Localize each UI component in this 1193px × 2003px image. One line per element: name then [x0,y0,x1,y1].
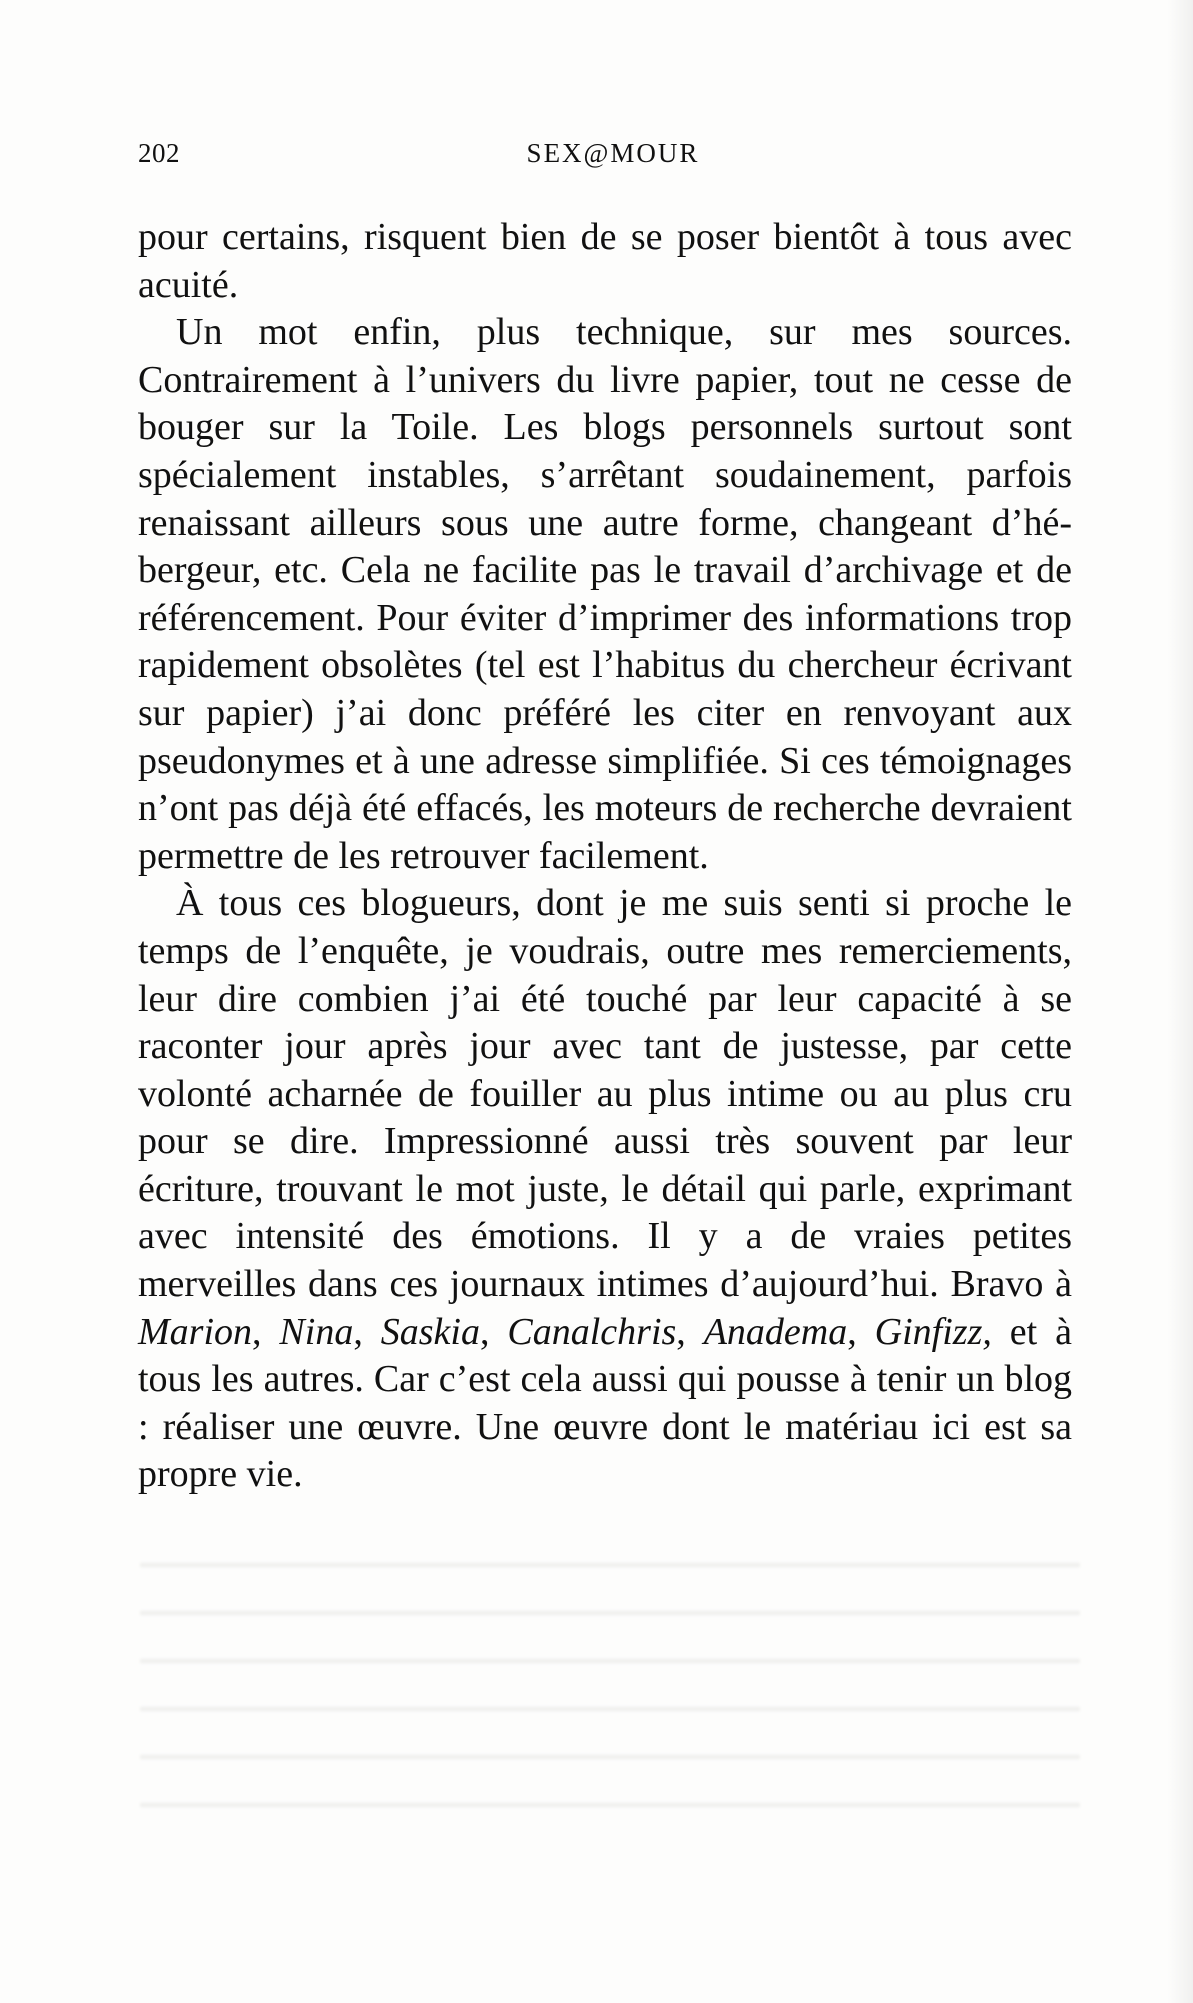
name-separator: , [252,1310,280,1353]
blogger-name: Marion [138,1310,252,1353]
blogger-name: Canalchris [507,1310,677,1353]
blogger-name: Ginfizz [874,1310,983,1353]
paragraph-1: pour certains, risquent bien de se poser bientôt à tous avec acuité. [138,216,1072,306]
name-separator: , [676,1310,704,1353]
name-separator: , [479,1310,508,1353]
blogger-name: Saskia [380,1310,480,1353]
blogger-name: Anadema [703,1310,848,1353]
page-edge-shadow [1167,0,1193,2003]
paragraph-3-text-before: À tous ces blogueurs, dont je me suis senti si proche le temps de l’enquête, je voudrais, outre mes remerciements, leur dire combien j’ai été touché par leur capacité à se raconter jour après jour avec tant de justesse, par cette volonté acharnée de fouiller au plus intime ou au plus cru pour se dire. Impressionné aussi très souvent par leur écriture, trouvant le mot juste, le détail qui parle, exprimant avec intensité des émotions. Il y a de vraies petites merveilles dans ces journaux intimes d’aujourd’hui. Bravo à [138,882,1072,1306]
paragraph-2: Un mot enfin, plus technique, sur mes sources. Contrairement à l’univers du livre papier, tout ne cesse de bouger sur la Toile. Les blogs personnels surtout sont spécialement instables, s’arrêtant soudainement, parfois renaissant ailleurs sous une autre forme, changeant d’hébergeur, etc. Cela ne facilite pas le travail d’archivage et de référencement. Pour éviter d’imprimer des informations trop rapidement obsolètes (tel est l’habitus du chercheur écrivant sur papier) j’ai donc préféré les citer en renvoyant aux pseudonymes et à une adresse simplifiée. Si ces témoignages n’ont pas déjà été effacés, les moteurs de recherche devraient permettre de les retrouver facilement. [138,311,1072,877]
blogger-name: Nina [279,1310,354,1353]
running-head: SEX@MOUR [526,138,700,168]
name-separator: , [353,1310,381,1353]
name-final-separator: , [982,1310,992,1353]
page-number: 202 [138,138,180,168]
paragraph-3 [138,880,1072,1499]
page-header [138,138,1078,178]
paragraph-3-text-after: et à tous les autres. Car c’est cela aussi qui pousse à tenir un blog : réaliser une œuvre. Une œuvre dont le matériau ici est sa propre vie. [138,1310,1073,1496]
show-through-texture [140,1535,1080,1835]
name-separator: , [847,1310,875,1353]
body-text [138,214,1072,1499]
